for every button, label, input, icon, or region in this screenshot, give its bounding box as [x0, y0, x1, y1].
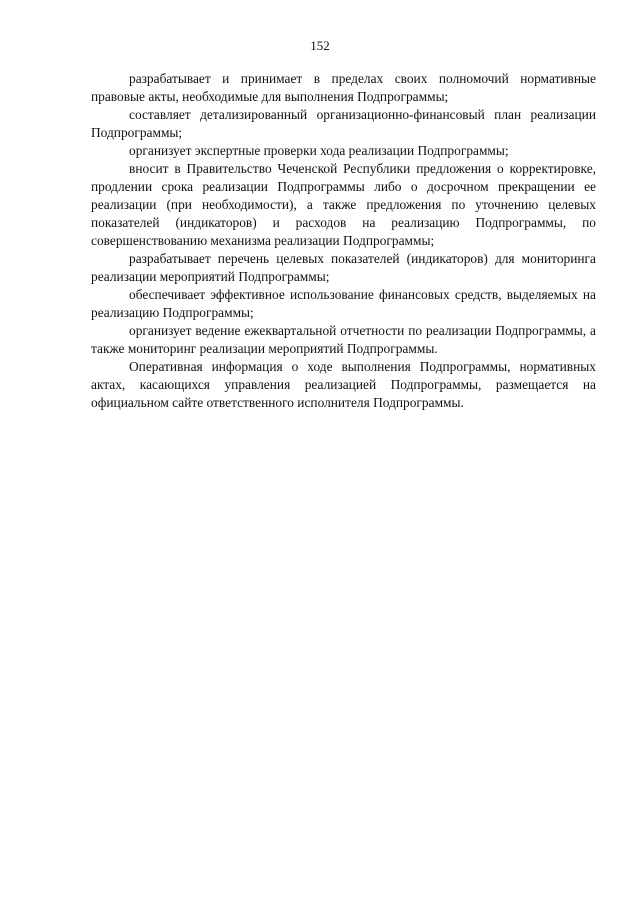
document-body — [91, 70, 596, 412]
paragraph-2: составляет детализированный организационно-финансовый план реализации Подпрограммы; — [91, 107, 596, 140]
paragraph-4: вносит в Правительство Чеченской Республики предложения о корректировке, продлении срока реализации Подпрограммы либо о досрочном прекращении ее реализации (при необходимости), а также предложения по уточнению целевых показателей (индикаторов) и расходов на реализацию Подпрограммы, по совершенствованию механизма реализации Подпрограммы; — [91, 161, 596, 248]
paragraph-6: обеспечивает эффективное использование финансовых средств, выделяемых на реализацию Подпрограммы; — [91, 287, 596, 320]
paragraph-3: организует экспертные проверки хода реализации Подпрограммы; — [129, 143, 509, 158]
paragraph-1: разрабатывает и принимает в пределах своих полномочий нормативные правовые акты, необходимые для выполнения Подпрограммы; — [91, 71, 596, 104]
paragraph-7: организует ведение ежеквартальной отчетности по реализации Подпрограммы, а также мониторинг реализации мероприятий Подпрограммы. — [91, 323, 596, 356]
page-number: 152 — [310, 38, 330, 53]
paragraph-5: разрабатывает перечень целевых показателей (индикаторов) для мониторинга реализации мероприятий Подпрограммы; — [91, 251, 596, 284]
paragraph-8: Оперативная информация о ходе выполнения Подпрограммы, нормативных актах, касающихся управления реализацией Подпрограммы, размещается на официальном сайте ответственного исполнителя Подпрограммы. — [91, 359, 596, 410]
